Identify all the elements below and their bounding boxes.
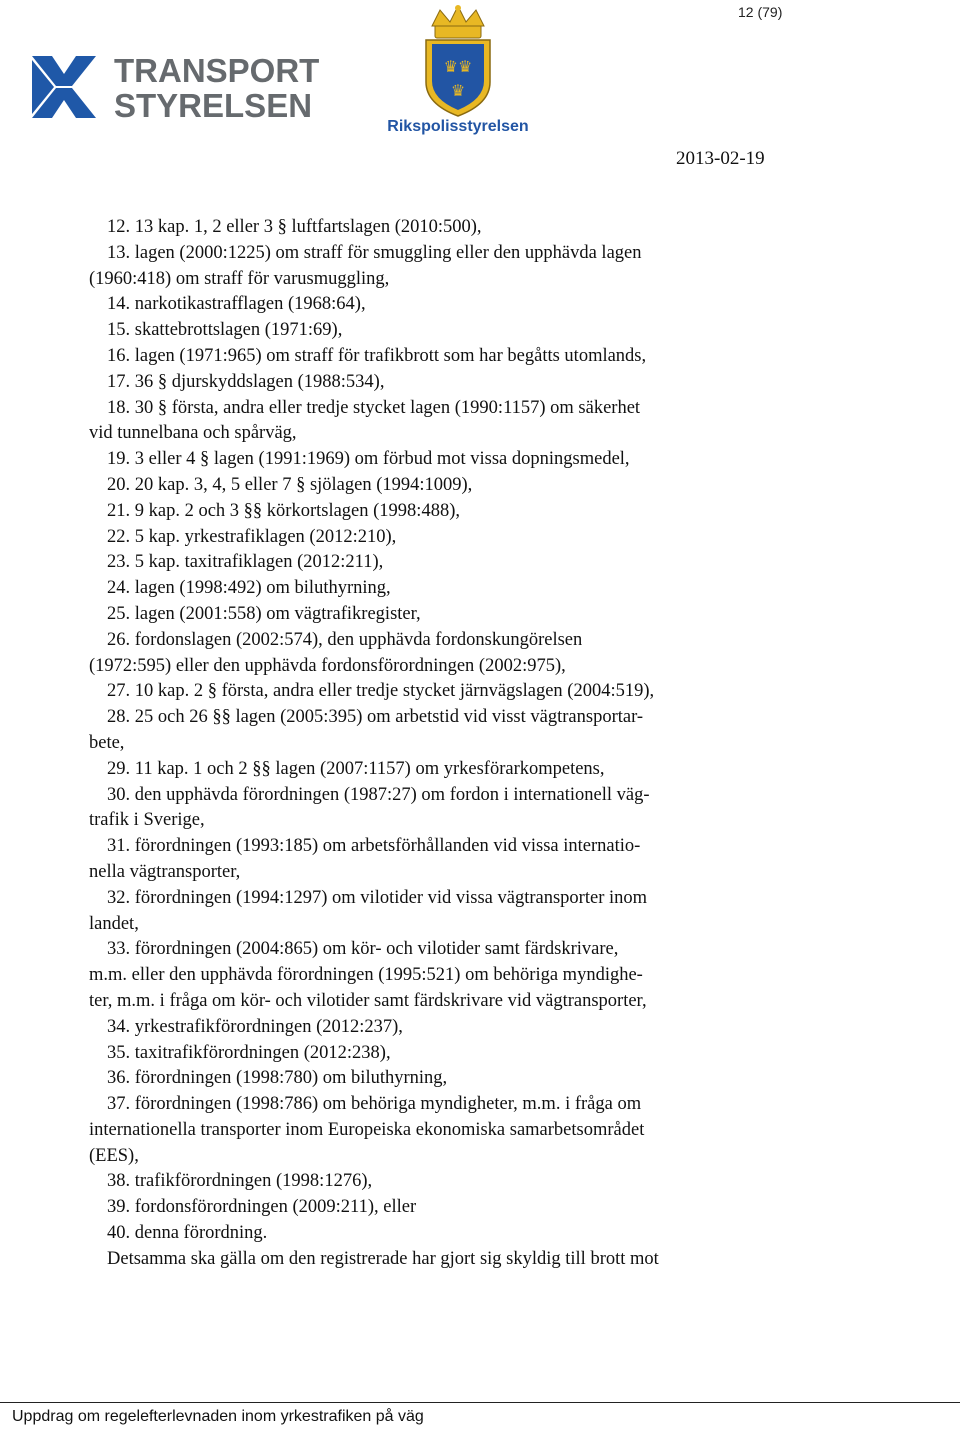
list-item-34: 34. yrkestrafikförordningen (2012:237), xyxy=(107,1016,403,1037)
list-item-30-continued: trafik i Sverige, xyxy=(89,810,205,831)
list-item-30: 30. den upphävda förordningen (1987:27) om fordon i internationell väg- xyxy=(107,784,650,805)
list-item-25: 25. lagen (2001:558) om vägtrafikregister, xyxy=(107,603,421,624)
transportstyrelsen-logo xyxy=(32,52,322,122)
list-item-32-continued: landet, xyxy=(89,913,139,934)
list-item-13: 13. lagen (2000:1225) om straff för smuggling eller den upphävda lagen xyxy=(107,242,642,263)
list-item-15: 15. skattebrottslagen (1971:69), xyxy=(107,320,343,341)
document-date: 2013-02-19 xyxy=(676,148,765,169)
footer-divider xyxy=(0,1402,960,1403)
list-item-37: 37. förordningen (1998:786) om behöriga myndigheter, m.m. i fråga om xyxy=(107,1094,642,1115)
list-item-31: 31. förordningen (1993:185) om arbetsförhållanden vid vissa internatio- xyxy=(107,836,641,857)
logo-police-name: Rikspolisstyrelsen xyxy=(387,118,529,135)
list-item-36: 36. förordningen (1998:780) om biluthyrning, xyxy=(107,1068,448,1089)
list-item-29: 29. 11 kap. 1 och 2 §§ lagen (2007:1157) om yrkesförarkompetens, xyxy=(107,758,605,779)
list-item-18: 18. 30 § första, andra eller tredje stycket lagen (1990:1157) om säkerhet xyxy=(107,397,641,418)
list-item-28-continued: bete, xyxy=(89,732,125,753)
list-item-22: 22. 5 kap. yrkestrafiklagen (2012:210), xyxy=(107,526,397,547)
list-item-20: 20. 20 kap. 3, 4, 5 eller 7 § sjölagen (1994:1009), xyxy=(107,474,473,495)
rikspolisstyrelsen-logo xyxy=(380,4,536,138)
list-item-37-continued-1: internationella transporter inom Europeiska ekonomiska samarbetsområdet xyxy=(89,1119,645,1140)
list-item-21: 21. 9 kap. 2 och 3 §§ körkortslagen (1998:488), xyxy=(107,500,460,521)
three-crowns-icon: ♛♛ xyxy=(443,57,473,76)
list-item-17: 17. 36 § djurskyddslagen (1988:534), xyxy=(107,371,385,392)
list-item-37-continued-2: (EES), xyxy=(89,1145,139,1166)
list-item-16: 16. lagen (1971:965) om straff för trafikbrott som har begåtts utomlands, xyxy=(107,345,647,366)
list-item-40: 40. denna förordning. xyxy=(107,1223,268,1244)
list-item-28: 28. 25 och 26 §§ lagen (2005:395) om arbetstid vid visst vägtransportar- xyxy=(107,707,644,728)
list-item-26: 26. fordonslagen (2002:574), den upphävda fordonskungörelsen xyxy=(107,629,583,650)
list-item-33-continued-1: m.m. eller den upphävda förordningen (1995:521) om behöriga myndighe- xyxy=(89,965,643,986)
crown-icon xyxy=(432,5,484,38)
document-body xyxy=(89,215,769,1273)
shield-icon xyxy=(426,40,490,116)
list-item-19: 19. 3 eller 4 § lagen (1991:1969) om förbud mot vissa dopningsmedel, xyxy=(107,449,630,470)
list-item-14: 14. narkotikastrafflagen (1968:64), xyxy=(107,294,366,315)
list-item-39: 39. fordonsförordningen (2009:211), eller xyxy=(107,1197,417,1218)
list-item-33: 33. förordningen (2004:865) om kör- och vilotider samt färdskrivare, xyxy=(107,939,619,960)
list-item-32: 32. förordningen (1994:1297) om vilotider vid vissa vägtransporter inom xyxy=(107,887,648,908)
svg-text:♛: ♛ xyxy=(450,81,466,100)
logo-transport-word: TRANSPORT xyxy=(114,52,320,89)
closing-paragraph: Detsamma ska gälla om den registrerade har gjort sig skyldig till brott mot xyxy=(107,1248,659,1269)
footer-title: Uppdrag om regelefterlevnaden inom yrkestrafiken på väg xyxy=(12,1408,424,1425)
logo-styrelsen-word: STYRELSEN xyxy=(114,87,313,122)
list-item-31-continued: nella vägtransporter, xyxy=(89,861,241,882)
list-item-13-continued: (1960:418) om straff för varusmuggling, xyxy=(89,268,390,289)
list-item-27: 27. 10 kap. 2 § första, andra eller tredje stycket järnvägslagen (2004:519), xyxy=(107,681,655,702)
list-item-26-continued: (1972:595) eller den upphävda fordonsförordningen (2002:975), xyxy=(89,655,566,676)
list-item-33-continued-2: ter, m.m. i fråga om kör- och vilotider samt färdskrivare vid vägtransporter, xyxy=(89,990,647,1011)
list-item-23: 23. 5 kap. taxitrafiklagen (2012:211), xyxy=(107,552,384,573)
list-item-38: 38. trafikförordningen (1998:1276), xyxy=(107,1171,373,1192)
list-item-24: 24. lagen (1998:492) om biluthyrning, xyxy=(107,578,391,599)
list-item-35: 35. taxitrafikförordningen (2012:238), xyxy=(107,1042,391,1063)
list-item-18-continued: vid tunnelbana och spårväg, xyxy=(89,423,297,444)
list-item-12: 12. 13 kap. 1, 2 eller 3 § luftfartslagen (2010:500), xyxy=(107,217,482,237)
page-number: 12 (79) xyxy=(738,4,783,20)
